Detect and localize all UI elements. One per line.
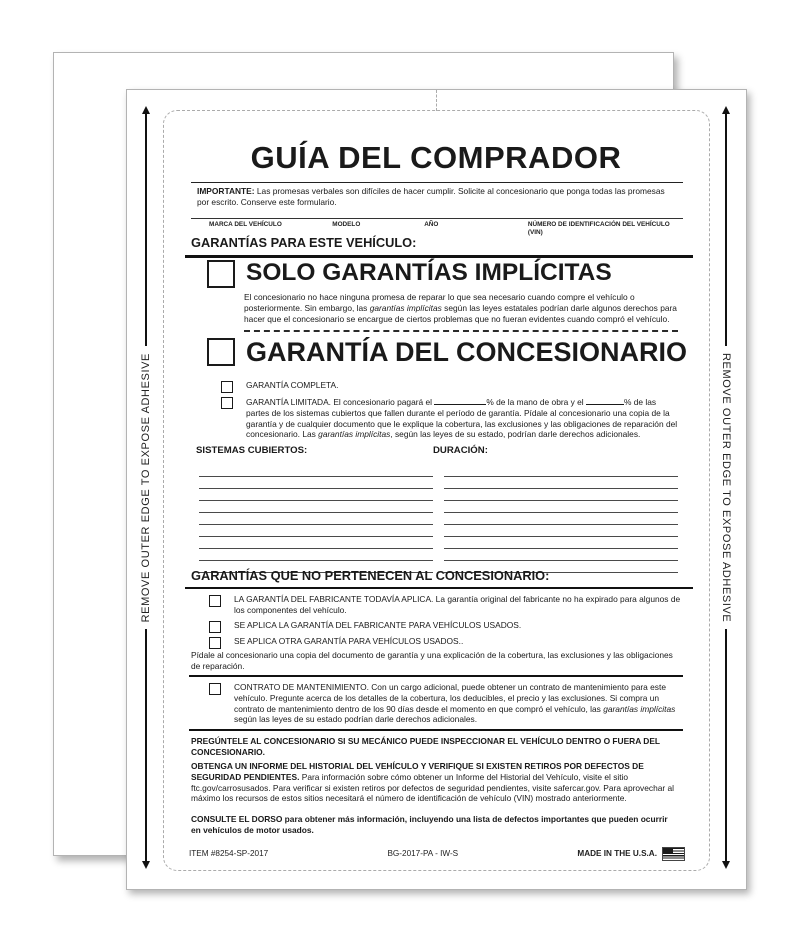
write-in-line xyxy=(199,549,433,561)
dashed-separator xyxy=(244,330,678,332)
form-code: BG-2017-PA - IW-S xyxy=(387,848,459,858)
write-in-line xyxy=(444,501,678,513)
implied-warranty-title: SOLO GARANTÍAS IMPLÍCITAS xyxy=(246,259,612,286)
history-report-text: Para información sobre cómo obtener un Informe del Historial del Vehículo, visite el sitio ftc.gov/carrosusados. Para verificar si existen retiros por defectos de seguridad pendientes, visite safercar.gov. Para aprovechar al máximo los recursos de estos sitios necesitará el número de identificación de vehículo (VIN) mostrado anteriormente. xyxy=(191,771,675,804)
write-in-line xyxy=(444,489,678,501)
field-label-make: MARCA DEL VEHÍCULO xyxy=(209,221,282,228)
made-in-usa-text: MADE IN THE U.S.A. xyxy=(577,848,657,858)
duration-label: DURACIÓN: xyxy=(433,445,488,456)
item-number: ITEM #8254-SP-2017 xyxy=(189,848,269,858)
non-dealer-heading: GARANTÍAS QUE NO PERTENECEN AL CONCESIONARIO: xyxy=(185,568,693,589)
buyers-guide-form xyxy=(126,89,747,890)
manufacturer-used-warranty-item xyxy=(185,620,687,633)
implied-body-text: El concesionario no hace ninguna promesa de reparar lo que sea necesario cuando compre el vehículo o posteriormente. Sin embargo, las xyxy=(244,292,635,313)
arrow-up-icon xyxy=(722,106,730,114)
important-notice xyxy=(185,186,687,208)
history-report-note xyxy=(185,761,677,804)
write-in-line xyxy=(444,525,678,537)
limited-text: % de las partes de los sistemas cubiertos que fallen durante el período de garantía. Pídale al concesionario una copia de la garantía y de cualquier documento que le explique la cobertura, las exclusiones y las obligaciones de reparación del concesionario. Las xyxy=(246,397,678,440)
left-tear-edge xyxy=(136,106,156,869)
top-slit xyxy=(436,90,437,111)
write-in-area xyxy=(185,465,687,573)
left-edge-label: REMOVE OUTER EDGE TO EXPOSE ADHESIVE xyxy=(140,352,152,623)
implied-warranty-section xyxy=(185,260,687,288)
other-used-warranty-text: SE APLICA OTRA GARANTÍA PARA VEHÍCULOS USADOS.. xyxy=(234,636,464,646)
dealer-warranty-section xyxy=(185,338,687,366)
important-label: IMPORTANTE: xyxy=(197,186,255,196)
field-label-vin: NÚMERO DE IDENTIFICACIÓN DEL VEHÍCULO (VIN) xyxy=(527,221,670,237)
implied-warranty-body xyxy=(244,292,678,324)
write-in-line xyxy=(199,477,433,489)
write-in-line xyxy=(444,537,678,549)
write-in-line xyxy=(199,501,433,513)
implied-body-text: según las leyes estatales podrían darle algunos derechos para hacer que el concesionario se encargue de ciertos problemas que no fueran evidentes cuando compró el vehículo. xyxy=(244,302,677,324)
limited-text: GARANTÍA LIMITADA. El concesionario pagará el xyxy=(246,397,435,407)
limited-text: % de la mano de obra y el xyxy=(486,397,586,407)
arrow-down-icon xyxy=(142,861,150,869)
parts-percent-blank xyxy=(586,396,624,405)
manufacturer-warranty-text: LA GARANTÍA DEL FABRICANTE TODAVÍA APLICA. La garantía original del fabricante no ha expirado para algunos de los componentes del vehículo. xyxy=(234,594,681,615)
back-side-note: CONSULTE EL DORSO para obtener más información, incluyendo una lista de defectos importantes que pueden ocurrir en vehículos de motor usados. xyxy=(191,814,668,835)
manufacturer-used-warranty-text: SE APLICA LA GARANTÍA DEL FABRICANTE PARA VEHÍCULOS USADOS. xyxy=(234,620,522,630)
divider xyxy=(189,729,683,731)
other-used-warranty-checkbox[interactable] xyxy=(209,637,221,649)
arrow-shaft xyxy=(145,629,147,861)
manufacturer-warranty-checkbox[interactable] xyxy=(209,595,221,607)
limited-text-italic: garantías implícitas xyxy=(318,429,391,440)
implied-body-italic: garantías implícitas xyxy=(369,302,442,313)
write-in-line xyxy=(199,513,433,525)
systems-covered-lines xyxy=(199,465,433,573)
dealer-warranty-title: GARANTÍA DEL CONCESIONARIO xyxy=(246,337,688,367)
arrow-shaft xyxy=(725,114,727,346)
warranties-heading: GARANTÍAS PARA ESTE VEHÍCULO: xyxy=(185,235,693,258)
copy-request-note: Pídale al concesionario una copia del documento de garantía y una explicación de la cobertura, las exclusiones y las obligaciones de reparación. xyxy=(191,650,673,671)
history-report-bold: OBTENGA UN INFORME DEL HISTORIAL DEL VEHÍCULO Y VERIFIQUE SI EXISTEN RETIROS POR DEFECTOS DE SEGURIDAD PENDIENTES. xyxy=(191,761,644,782)
arrow-up-icon xyxy=(142,106,150,114)
columns-labels xyxy=(185,445,687,457)
write-in-line xyxy=(444,465,678,477)
write-in-line xyxy=(444,549,678,561)
manufacturer-warranty-item xyxy=(185,594,687,616)
manufacturer-used-warranty-checkbox[interactable] xyxy=(209,621,221,633)
full-warranty-checkbox[interactable] xyxy=(221,381,233,393)
limited-warranty-item xyxy=(185,396,687,440)
write-in-line xyxy=(199,537,433,549)
service-contract-checkbox[interactable] xyxy=(209,683,221,695)
limited-warranty-checkbox[interactable] xyxy=(221,397,233,409)
form-title: GUÍA DEL COMPRADOR xyxy=(250,140,622,175)
field-label-model: MODELO xyxy=(332,221,361,228)
limited-warranty-text xyxy=(246,396,680,440)
right-tear-edge xyxy=(716,106,736,869)
service-contract-item xyxy=(185,682,687,725)
divider xyxy=(191,182,683,183)
us-flag-icon xyxy=(662,847,685,861)
service-contract-italic: garantías implícitas xyxy=(603,703,676,714)
implied-warranty-checkbox[interactable] xyxy=(207,260,235,288)
labor-percent-blank xyxy=(434,396,486,405)
full-warranty-label: GARANTÍA COMPLETA. xyxy=(246,380,339,390)
limited-text: , según las leyes de su estado, podrían darle derechos adicionales. xyxy=(390,429,641,440)
systems-covered-label: SISTEMAS CUBIERTOS: xyxy=(196,445,308,456)
field-label-year: AÑO xyxy=(424,221,439,228)
write-in-line xyxy=(444,513,678,525)
flag-canton xyxy=(663,848,673,854)
write-in-line xyxy=(444,477,678,489)
right-edge-label: REMOVE OUTER EDGE TO EXPOSE ADHESIVE xyxy=(720,352,732,623)
form-footer xyxy=(189,847,685,861)
service-contract-body: según las leyes de su estado podrían darle derechos adicionales. xyxy=(234,714,478,725)
service-contract-body: CONTRATO DE MANTENIMIENTO. Con un cargo adicional, puede obtener un contrato de mantenimiento para este vehículo. Pregunte acerca de los detalles de la cobertura, los deducibles, el precio y las exclusiones. Si compra un contrato de mantenimiento dentro de los 90 días desde el momento en que compró el vehículo, las xyxy=(234,682,666,714)
divider xyxy=(189,675,683,677)
dealer-warranty-checkbox[interactable] xyxy=(207,338,235,366)
important-text: Las promesas verbales son difíciles de hacer cumplir. Solicite al concesionario que ponga todas las promesas por escrito. Conserve este formulario. xyxy=(197,186,665,207)
arrow-down-icon xyxy=(722,861,730,869)
full-warranty-item xyxy=(185,380,687,393)
service-contract-text xyxy=(234,682,684,725)
arrow-shaft xyxy=(145,114,147,346)
write-in-line xyxy=(199,525,433,537)
write-in-line xyxy=(199,489,433,501)
inspection-note: PREGÚNTELE AL CONCESIONARIO SI SU MECÁNICO PUEDE INSPECCIONAR EL VEHÍCULO DENTRO O FUERA DEL CONCESIONARIO. xyxy=(191,736,660,757)
arrow-shaft xyxy=(725,629,727,861)
made-in-usa xyxy=(577,847,685,861)
write-in-line xyxy=(199,465,433,477)
duration-lines xyxy=(444,465,678,573)
other-used-warranty-item xyxy=(185,636,687,649)
